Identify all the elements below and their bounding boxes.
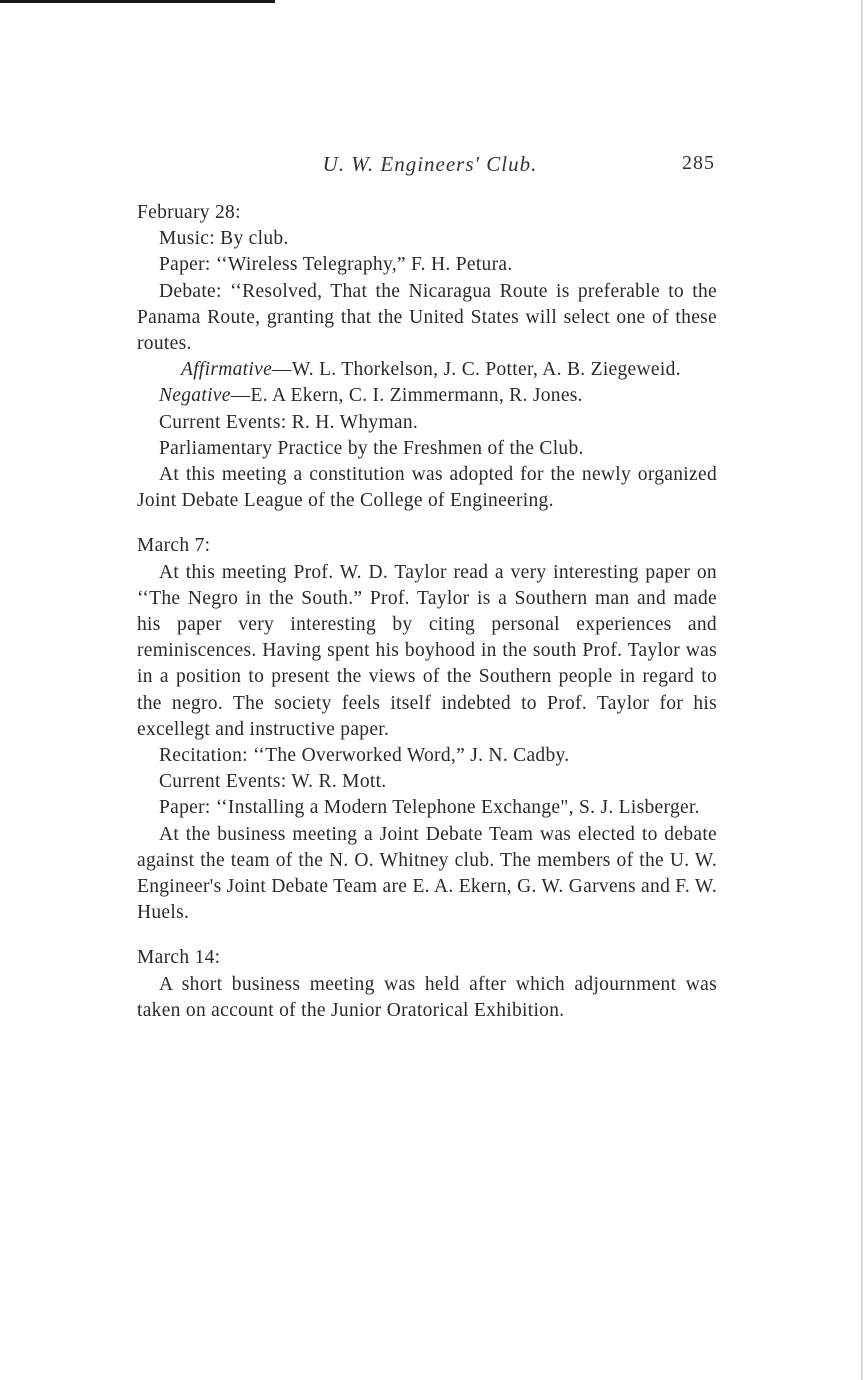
constitution-paragraph: At this meeting a constitution was adopted for the newly organized Joint Debate League of the College of Engineering. [137, 464, 717, 512]
affirmative-names: —W. L. Thorkelson, J. C. Potter, A. B. Ziegeweid. [272, 359, 681, 381]
page-body [137, 200, 717, 1024]
negative-label: Negative [159, 385, 231, 407]
entry-march-14 [137, 945, 717, 1024]
debate-paragraph: Debate: ‘‘Resolved, That the Nicaragua Route is preferable to the Panama Route, granting that the United States will select one of these routes. [137, 280, 717, 355]
recitation-line: Recitation: ‘‘The Overworked Word,” J. N. Cadby. [159, 745, 570, 767]
running-title: U. W. Engineers' Club. [322, 152, 538, 176]
page-header [0, 152, 863, 182]
current-events-line: Current Events: R. H. Whyman. [159, 411, 419, 433]
section-gap [137, 514, 717, 533]
affirmative-line [137, 357, 717, 383]
taylor-paragraph: At this meeting Prof. W. D. Taylor read a very interesting paper on ‘‘The Negro in the South.” Prof. Taylor is a Southern man and made his paper very interesting by citing personal experiences and reminiscences. Having spent his boyhood in the south Prof. Taylor was in a position to present the views of the Southern people in regard to the negro. The society feels itself indebted to Prof. Taylor for his excellegt and instructive paper. [137, 561, 717, 740]
page-number: 285 [682, 152, 715, 174]
entry-march-7 [137, 533, 717, 926]
current-events-line: Current Events: W. R. Mott. [159, 771, 387, 793]
paper-line: Paper: ‘‘Wireless Telegraphy,” F. H. Petura. [159, 254, 513, 276]
entry-date: February 28: [137, 202, 241, 223]
business-paragraph: At the business meeting a Joint Debate Team was elected to debate against the team of the N. O. Whitney club. The members of the U. W. Engineer's Joint Debate Team are E. A. Ekern, G. W. Garvens and F. W. Huels. [137, 823, 717, 924]
adjournment-paragraph: A short business meeting was held after which adjournment was taken on account of the Junior Oratorical Exhibition. [137, 973, 717, 1021]
affirmative-label: Affirmative [181, 359, 273, 381]
entry-date: March 14: [137, 947, 221, 969]
negative-names: —E. A Ekern, C. I. Zimmermann, R. Jones. [230, 385, 583, 407]
negative-line [137, 383, 717, 409]
section-gap [137, 926, 717, 945]
page-edge-line [0, 0, 275, 3]
parliamentary-line: Parliamentary Practice by the Freshmen of the Club. [159, 437, 584, 459]
music-line: Music: By club. [159, 228, 289, 250]
entry-february-28 [137, 200, 717, 514]
entry-date: March 7: [137, 535, 211, 557]
paper-line: Paper: ‘‘Installing a Modern Telephone Exchange", S. J. Lisberger. [159, 797, 700, 819]
